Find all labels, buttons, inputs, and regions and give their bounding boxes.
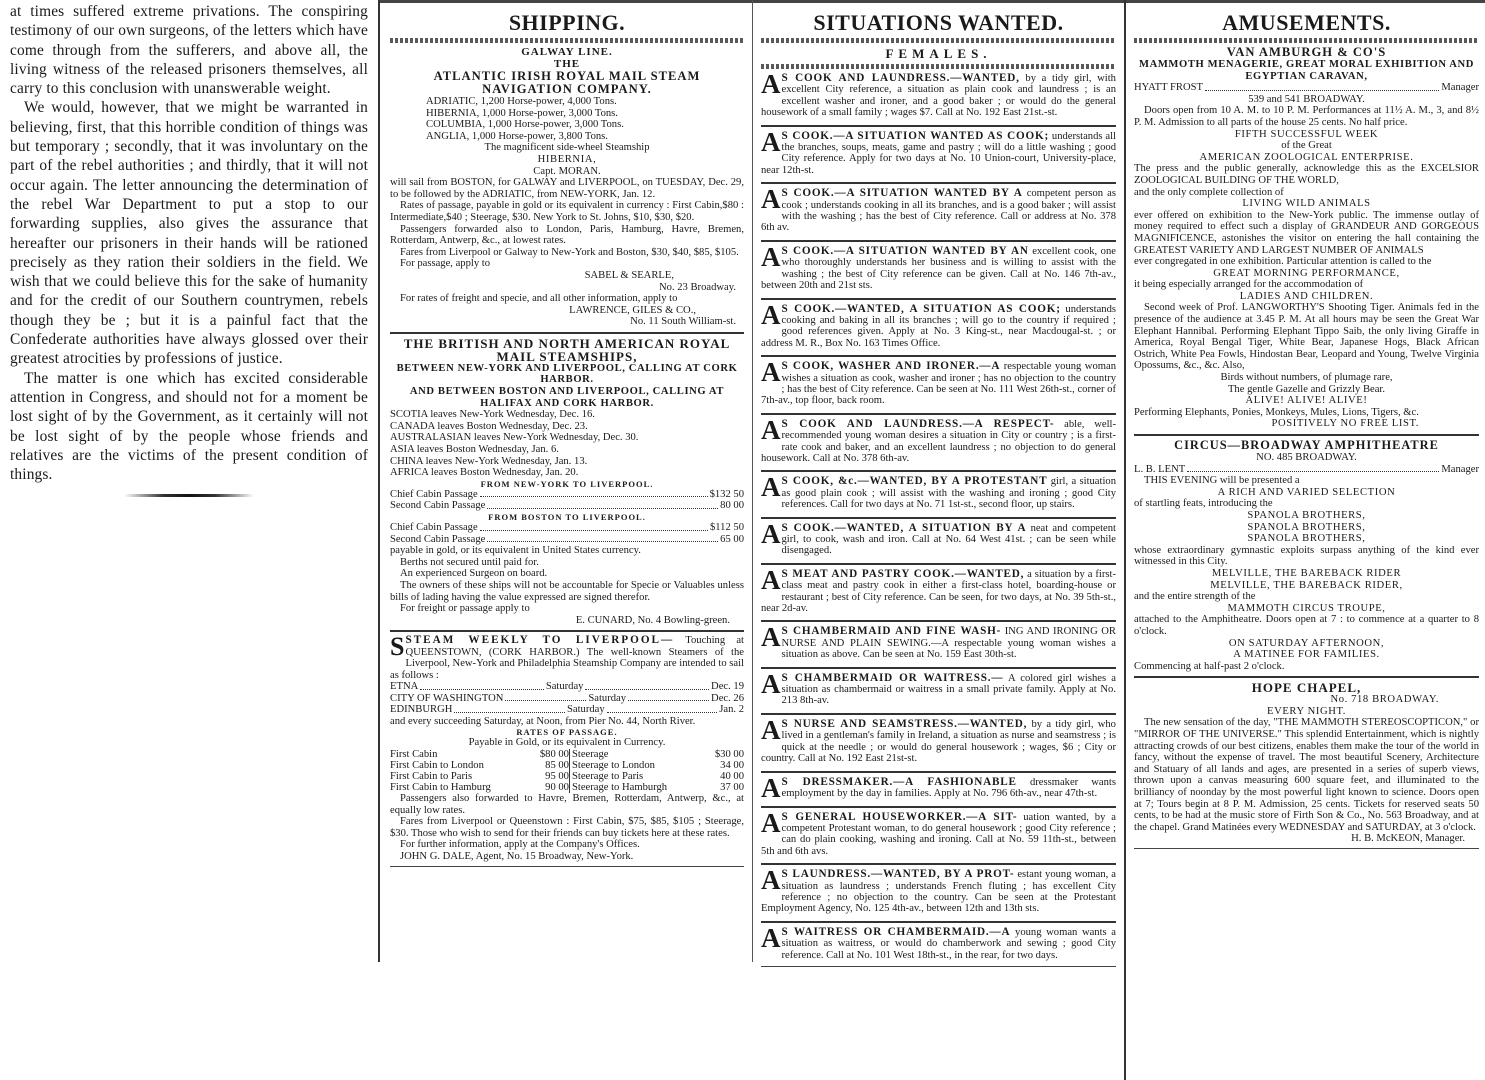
amusements-column (1128, 0, 1485, 852)
manager-label: Manager (1441, 463, 1479, 475)
ad-heading: CIRCUS—BROADWAY AMPHITHEATRE (1174, 438, 1439, 452)
classified-ad: A S CHAMBERMAID OR WAITRESS.— A colored girl wishes a situation as chambermaid or waitress in a small private family. Apply at No. 213 8th-av. (761, 668, 1116, 707)
editorial-paragraph: at times suffered extreme privations. The conspiring testimony of our own surgeons, of the letters which have come through from the sufferers, and above all, the living witness of the released prisoners themselves, all carry to this conclusion with unanswerable weight. (10, 3, 368, 98)
ad-text: The new sensation of the day, "THE MAMMOTH STEREOSCOPTICON," or "MIRROR OF THE UNIVERSE." This splendid Entertainment, which is nightly attracting crowds of our best citizens, enables them make the tour of the world in fancy, without the expense of travel. The most beautiful Scenery, Architecture and Statuary of all lands and ages, are presented in a series of superb views, thrown upon a canvas measuring 600 square feet, and illuminated to the brilliancy of noonday by the most powerful light known to science. Doors open at 7; Tours begin at 8 P. M. Admission, 25 cents. Tickets for reserved seats 50 cents, to be had at the music store of Firth Son & Co., No. 563 Broadway, and at the chapel. Grand Matinées every WEDNESDAY and SATURDAY, at 3 o'clock. (1134, 717, 1479, 833)
ad-text: For passage, apply to (400, 258, 491, 270)
ad-divider (390, 866, 744, 867)
ad-highlight: MAMMOTH CIRCUS TROUPE, (1227, 602, 1386, 614)
ad-divider (761, 713, 1116, 715)
ad-heading: S COOK AND LAUNDRESS.—WANTED, (781, 72, 1020, 84)
ad-text: a situation by a first-class meat and pastry cook in either a first-class hotel, boarding-house or restaurant ; best of City reference. Can be seen, for two days, at No. 39 5th-st., near 2d-av. (761, 568, 1116, 615)
ad-divider (761, 182, 1116, 184)
ad-text: An experienced Surgeon on board. (400, 568, 548, 580)
ad-text: young woman wants a situation as waitress, or would do chamberwork and sewing ; good City reference. Call at No. 101 West 18th-st., in the rear, for two days. (781, 926, 1116, 961)
ad-heading: S COOK, &c.—WANTED, BY A PROTESTANT (781, 475, 1048, 488)
ad-text: respectable young woman wishes a situation as cook, washer and ironer ; has no objection to the country ; has the best of City reference. Can be seen at No. 111 West 26th-st., corner of 7th-av., top floor, back room. (761, 361, 1116, 407)
ad-text: The owners of these ships will not be accountable for Specie or Valuables unless bills of lading having the value expressed are signed therefor. (390, 579, 744, 603)
situations-column (755, 0, 1126, 1080)
ad-heading: VAN AMBURGH & CO'S (1226, 45, 1387, 59)
ad-heading: S CHAMBERMAID AND FINE WASH- (781, 625, 1002, 638)
manager-row (1134, 82, 1479, 94)
rates-heading: RATES OF PASSAGE. (516, 727, 618, 738)
ornamental-divider (124, 494, 254, 497)
section-title-shipping: SHIPPING. (508, 10, 626, 35)
performer: MELVILLE, THE BAREBACK RIDER (1211, 567, 1402, 579)
ad-divider (390, 630, 744, 632)
ad-text: and the entire strength of the (1134, 591, 1256, 603)
ad-text: Birds without numbers, of plumage rare, (1220, 372, 1393, 384)
ad-text: and the only complete collection of (1134, 186, 1284, 198)
ad-highlight: LIVING WILD ANIMALS (1242, 198, 1371, 210)
departure-item: AUSTRALASIAN leaves New-York Wednesday, Dec. 30. (390, 432, 639, 444)
ad-text: Passengers forwarded also to London, Paris, Hamburg, Havre, Bremen, Rotterdam, Antwerp, &c., at lowest rates. (390, 223, 744, 247)
company-name: ATLANTIC IRISH ROYAL MAIL STEAM NAVIGATION COMPANY. (433, 69, 701, 96)
ad-text: payable in gold, or its equivalent in United States currency. (390, 545, 641, 557)
fare-label: Chief Cabin Passage (390, 488, 478, 500)
ad-heading: S COOK.—WANTED, A SITUATION BY A (781, 521, 1027, 534)
shipping-column (378, 0, 753, 962)
fare-label: Second Cabin Passage (390, 500, 486, 512)
ad-text: it being especially arranged for the accommodation of (1134, 279, 1364, 291)
classified-ad: A S LAUNDRESS.—WANTED, BY A PROT- estant young woman, a situation as laundress ; understands French fluting ; has excellent City reference ; no objection to the country. Can be seen at the Protestant Employment Agency, No. 125 4th-av., between 12th and 13th sts. (761, 865, 1116, 915)
classified-ad: A S WAITRESS OR CHAMBERMAID.—A young woman wants a situation as waitress, or would do chamberwork and sewing ; good City reference. Call at No. 101 West 18th-st., in the rear, for two days. (761, 922, 1116, 961)
ad-text: whose extraordinary gymnastic exploits surpass anything of the kind ever witnessed in this City. (1134, 544, 1479, 568)
ad-heading: HOPE CHAPEL, (1251, 680, 1362, 696)
ad-divider (761, 413, 1116, 415)
ad-heading: THE (553, 58, 581, 70)
ad-heading: S MEAT AND PASTRY COOK.—WANTED, (781, 567, 1025, 580)
ad-heading: S COOK AND LAUNDRESS.—A RESPECT- (781, 417, 1055, 430)
ship-item: ANGLIA, 1,000 Horse-power, 3,800 Tons. (426, 130, 608, 142)
ad-divider (761, 863, 1116, 865)
agent-name: SABEL & SEARLE, (584, 269, 674, 281)
section-title-situations: SITUATIONS WANTED. (813, 10, 1064, 35)
departure-item: SCOTIA leaves New-York Wednesday, Dec. 16. (390, 409, 595, 421)
ad-text: attached to the Amphitheatre. Doors open at 7 : to commence at a quarter to 8 o'clock. (1134, 614, 1479, 637)
ship-item: ADRIATIC, 1,200 Horse-power, 4,000 Tons. (426, 96, 617, 107)
ad-text: For further information, apply at the Company's Offices. (400, 839, 640, 851)
fare-price: $112 50 (709, 522, 744, 533)
ad-heading: S WAITRESS OR CHAMBERMAID.—A (781, 925, 1011, 938)
editorial-column (0, 0, 376, 497)
ship-name: EDINBURGH (390, 704, 453, 716)
classified-ad: A S COOK AND LAUNDRESS.—WANTED, by a tidy girl, with excellent City reference, a situation as plain cook and laundress ; is an excellent washer and ironer, and a good baker ; or would do the general housework of a small family ; wages $7. Call at No. 192 East 21st.-st. (761, 69, 1116, 119)
ad-text: Doors open from 10 A. M. to 10 P. M. Performances at 11½ A. M., 3, and 8½ P. M. Admission to all parts of the house 25 cents. No half price. (1134, 105, 1479, 128)
rates-table (390, 749, 744, 793)
circus-ad (1134, 439, 1479, 672)
ad-heading: S DRESSMAKER.—A FASHIONABLE (781, 775, 1017, 788)
ad-text: For freight or passage apply to (400, 603, 530, 615)
ad-text: estant young woman, a situation as laundress ; understands French fluting ; has excellent City reference ; no objection to the country. Can be seen at the Protestant Employment Agency, No. 125 4th-av., between 12th and 13th sts. (761, 869, 1116, 915)
editorial-paragraph: We would, however, that we might be warranted in believing, first, that this horrible condition of things was but temporary ; secondly, that it was involuntary on the part of the rebel authorities ; and thirdly, that it will not occur again. The letter announcing the determination of the rebel War Department to put a stop to our forwarding supplies, also gives the assurance that hereafter our prisoners in their hands will be rationed precisely as they ration their soldiers in the field. We wish that we could believe this for the sake of humanity and for the credit of our Southern countrymen, rebels though they be ; but it is a painful fact that the Confederate authorities have always glossed over their greatest atrocities by professions of justice. (10, 99, 368, 368)
departure-item: CHINA leaves New-York Wednesday, Jan. 13. (390, 455, 588, 467)
ad-divider (761, 240, 1116, 242)
ad-divider (761, 921, 1116, 923)
classified-ad: A S COOK.—WANTED, A SITUATION AS COOK; understands cooking and baking in all its branches ; will go to the country if required ; good references given. Apply at No. 3 King-st., near Macdougal-st. ; or address M. R., Box No. 163 Times Office. (761, 299, 1116, 349)
ad-heading: S COOK.—A SITUATION WANTED BY A (781, 187, 1023, 200)
ad-text: ever congregated in one exhibition. Particular attention is called to the (1134, 256, 1432, 268)
galway-line-ad (390, 46, 744, 328)
classified-ad: A S GENERAL HOUSEWORKER.—A SIT- uation wanted, by a competent Protestant woman, to do general housework ; good City reference ; can do plain cooking, washing and ironing. Call at No. 59 11th-st., between 5th and 6th avs. (761, 807, 1116, 857)
agent-name: JOHN G. DALE, Agent, No. 15 Broadway, New-York. (400, 850, 634, 862)
ad-text: understands cooking and baking in all its branches ; will go to the country if required ; good references given. Apply at No. 3 King-st., near Macdougal-st. ; or address M. R., Box No. 163 Times Office. (761, 303, 1116, 349)
ad-text: Fares from Liverpool or Queenstown : First Cabin, $75, $85, $105 ; Steerage, $30. Those who wish to send for their friends can buy tickets here at these rates. (390, 816, 744, 839)
fare-row (390, 489, 744, 501)
classified-ad: A S DRESSMAKER.—A FASHIONABLE dressmaker wants employment by the day in families. Apply at No. 796 6th-av., near 47th-st. (761, 772, 1116, 803)
ad-text: dressmaker wants employment by the day in families. Apply at No. 796 6th-av., near 47th-st. (781, 776, 1116, 799)
fare-price: $132 50 (709, 488, 744, 500)
ship-list (390, 96, 744, 142)
departure-list (390, 409, 744, 479)
menagerie-ad (1134, 46, 1479, 430)
classified-ad: A S COOK.—A SITUATION WANTED BY AN excellent cook, one who thoroughly understands her business and is willing to assist with the washing ; the best of City reference can be given. Call at No. 146 7th-av., between 20th and 21st sts. (761, 241, 1116, 292)
ad-text: ING AND IRONING OR NURSE AND PLAIN SEWING.—A respectable young woman wishes a situation as above. Can be seen at No. 159 East 30th-st. (781, 626, 1116, 661)
sailing-day: Saturday (567, 704, 605, 716)
captain: Capt. MORAN. (533, 165, 601, 177)
ad-divider (1134, 848, 1479, 849)
ad-heading: S COOK.—WANTED, A SITUATION AS COOK; (781, 302, 1061, 315)
rates-row: First Cabin to Paris 95 00 Steerage to Paris 40 00 (390, 770, 744, 782)
wavy-rule (761, 38, 1116, 43)
editorial-paragraph: The matter is one which has excited considerable attention in Congress, and should not for a moment be lost sight of by the Government, as it certainly will not be lost sight of by the people whose friends and relatives are the victims of the present condition of things. (10, 369, 368, 484)
ad-text: of the Great (1281, 140, 1332, 152)
ship-item: COLUMBIA, 1,000 Horse-power, 3,000 Tons. (426, 119, 624, 131)
departure-item: AFRICA leaves Boston Wednesday, Jan. 20. (390, 467, 579, 479)
ad-text: understands all the branches, soups, meats, game and pastry ; will do a little washing ; good City reference. Apply for two days at No. 10 Union-court, University-place, near 12th-st. (761, 130, 1116, 176)
ad-highlight: A RICH AND VARIED SELECTION (1217, 486, 1396, 498)
departure-item: ASIA leaves Boston Wednesday, Jan. 6. (390, 444, 559, 456)
ad-text: and every succeeding Saturday, at Noon, from Pier No. 44, North River. (390, 715, 696, 727)
sailing-row (390, 693, 744, 705)
sailing-day: Saturday (545, 680, 584, 692)
ad-text: Commencing at half-past 2 o'clock. (1134, 660, 1285, 672)
ad-text: excellent cook, one who thoroughly understands her business and is willing to assist with the washing ; the best of City reference can be given. Call at No. 146 7th-av., between 20th and 21st sts. (761, 245, 1116, 292)
manager-label: Manager (1441, 82, 1479, 94)
fare-price: 65 00 (720, 533, 744, 545)
address: No. 718 BROADWAY. (1330, 694, 1439, 706)
ad-text: The magnificent side-wheel Steamship (484, 142, 650, 154)
performer: SPANOLA BROTHERS, (1247, 533, 1366, 545)
ad-highlight: A MATINEE FOR FAMILIES. (1233, 649, 1380, 661)
rates-subheading: Payable in Gold, or its equivalent in Currency. (468, 737, 666, 749)
fare-label: Chief Cabin Passage (390, 522, 478, 533)
ad-heading: S GENERAL HOUSEWORKER.—A SIT- (781, 810, 1018, 823)
ad-text: Rates of passage, payable in gold or its equivalent in currency : First Cabin,$80 : Intermediate,$40 ; Steerage, $30. New York to St. Johns, $10, $30, $20. (390, 200, 744, 223)
hope-chapel-ad (1134, 681, 1479, 845)
ship-name: HIBERNIA, (537, 153, 597, 165)
ad-divider (761, 771, 1116, 773)
ad-divider (761, 667, 1116, 669)
sailing-row (390, 681, 744, 693)
sailing-date: Dec. 26 (711, 692, 744, 704)
ad-highlight: GREAT MORNING PERFORMANCE, (1213, 267, 1400, 279)
ad-text: The press and the public generally, acknowledge this as the EXCELSIOR ZOOLOGICAL BUILDING OF THE WORLD, (1134, 163, 1479, 186)
route: AND BETWEEN BOSTON AND LIVERPOOL, CALLING AT HALIFAX AND CORK HARBOR. (409, 386, 725, 409)
ship-name: CITY OF WASHINGTON (390, 692, 504, 704)
ad-divider (761, 355, 1116, 357)
sailing-row (390, 704, 744, 716)
ad-heading: S LAUNDRESS.—WANTED, BY A PROT- (781, 868, 1015, 881)
ad-text: will sail from BOSTON, for GALWAY and LIVERPOOL, on TUESDAY, Dec. 29, to be followed by the ADRIATIC, from NEW-YORK, Jan. 12. (390, 177, 744, 200)
ad-divider (1134, 434, 1479, 436)
ad-divider (390, 332, 744, 334)
fare-row (390, 534, 744, 546)
ad-text: girl, a situation as good plain cook ; will assist with the washing and ironing ; good City references. Call for two days at No. 71 1st-st., second floor, up stairs. (781, 476, 1116, 511)
ad-text: Touching at QUEENSTOWN, (CORK HARBOR.) The well-known Steamers of the Liverpool, New-York and Philadelphia Steamship Company are intended to sail as follows : (390, 635, 744, 681)
ad-heading: STEAM WEEKLY TO LIVERPOOL— (405, 634, 675, 647)
ad-heading: S COOK.—A SITUATION WANTED BY AN (781, 244, 1029, 257)
ad-divider (761, 966, 1116, 967)
fare-heading: FROM BOSTON TO LIVERPOOL. (488, 512, 646, 522)
performer: SPANOLA BROTHERS, (1247, 509, 1366, 521)
ad-heading: GALWAY LINE. (521, 46, 613, 58)
ad-highlight: AMERICAN ZOOLOGICAL ENTERPRISE. (1199, 151, 1414, 163)
ad-divider (761, 517, 1116, 519)
ad-heading: S NURSE AND SEAMSTRESS.—WANTED, (781, 717, 1028, 730)
classified-ad: A S COOK.—A SITUATION WANTED AS COOK; understands all the branches, soups, meats, game and pastry ; will do a little washing ; good City reference. Apply for two days at No. 10 Union-court, University-place, near 12th-st. (761, 126, 1116, 176)
manager-row (1134, 464, 1479, 476)
ad-text: Passengers also forwarded to Havre, Bremen, Rotterdam, Antwerp, &c., at equally low rates. (390, 792, 744, 816)
manager-name: H. B. McKEON, Manager. (1351, 833, 1465, 845)
rates-row: First Cabin $80 00 Steerage $30 00 (390, 748, 744, 760)
classified-ad: A S COOK, WASHER AND IRONER.—A respectable young woman wishes a situation as cook, washer and ironer ; has no objection to the country ; has the best of City reference. Can be seen at No. 111 West 26th-st., corner of 7th-av., top floor, back room. (761, 357, 1116, 407)
ad-text: The gentle Gazelle and Grizzly Bear. (1227, 383, 1386, 395)
route: BETWEEN NEW-YORK AND LIVERPOOL, CALLING AT CORK HARBOR. (396, 362, 738, 386)
ad-divider (761, 125, 1116, 127)
ad-heading: S COOK.—A SITUATION WANTED AS COOK; (781, 129, 1050, 142)
ad-text: Second week of Prof. LANGWORTHY'S Shooting Tiger. Animals fed in the presence of the audience at 3.45 P. M. At all hours may be seen the Great War Elephant Hannibal. Performing Elephant Tippo Saib, the only living Giraffe in America, Royal Bengal Tiger, White Bear, Japanese Hogs, Black African Ostrich, White Pea Fowls, Hindostan Bear, Leopard and Young, Twelve Virginia Opossums, &c., &c. Also, (1134, 302, 1479, 372)
fare-row (390, 522, 744, 534)
ad-text: by a tidy girl, with excellent City reference, a situation as plain cook and laundress ; is an excellent washer and ironer, and a good baker ; or would do the general housework of a small family ; wages $7. Call at No. 192 East 21st.-st. (761, 73, 1116, 119)
sailing-day: Saturday (588, 692, 627, 704)
fare-heading: FROM NEW-YORK TO LIVERPOOL. (480, 478, 654, 489)
section-title-amusements: AMUSEMENTS. (1222, 10, 1391, 35)
ad-divider (1134, 676, 1479, 678)
ad-highlight: LADIES AND CHILDREN. (1239, 290, 1374, 302)
ad-highlight: ALIVE! ALIVE! ALIVE! (1245, 395, 1368, 407)
ad-highlight: ON SATURDAY AFTERNOON, (1228, 637, 1385, 649)
situations-list (761, 69, 1116, 967)
cunard-ad (390, 337, 744, 626)
ad-divider (761, 806, 1116, 808)
ad-text: ever offered on exhibition to the New-York public. The immense outlay of money required to effect such a display of GRANDEUR AND GORGEOUS MAGNIFICENCE, astonishes the visitor on entering the hall containing the GREATEST VARIETY AND LARGEST NUMBER OF ANIMALS (1134, 209, 1479, 256)
company-name: THE BRITISH AND NORTH AMERICAN ROYAL MAIL STEAMSHIPS, (403, 335, 731, 364)
classified-ad: A S COOK.—WANTED, A SITUATION BY A neat and competent girl, to cook, wash and iron. Call at No. 64 West 41st. ; can be seen while disengaged. (761, 518, 1116, 557)
ad-highlight: POSITIVELY NO FREE LIST. (1271, 418, 1419, 430)
classified-ad: A S MEAT AND PASTRY COOK.—WANTED, a situation by a first-class meat and pastry cook in either a first-class hotel, boarding-house or restaurant ; best of City reference. Can be seen, for two days, at No. 39 5th-st., near 2d-av. (761, 564, 1116, 615)
ad-highlight: FIFTH SUCCESSFUL WEEK (1234, 128, 1379, 140)
fare-price: 80 00 (720, 500, 744, 512)
ad-text: For rates of freight and specie, and all other information, apply to (400, 293, 678, 305)
wavy-rule (761, 64, 1116, 69)
agent-name: E. CUNARD, No. 4 Bowling-green. (575, 614, 730, 626)
ad-heading: S CHAMBERMAID OR WAITRESS.— (781, 671, 1004, 684)
ad-text: Performing Elephants, Ponies, Monkeys, Mules, Lions, Tigers, &c. (1134, 406, 1419, 418)
classified-ad: A S COOK AND LAUNDRESS.—A RESPECT- able, well-recommended young woman desires a situation in City or country ; is a first-rate cook and baker, and an excellent laundress ; no objection to do general housework. Call at No. 378 6th-av. (761, 414, 1116, 464)
wavy-rule (390, 38, 744, 43)
performer: MELVILLE, THE BAREBACK RIDER, (1210, 579, 1403, 591)
sailing-date: Dec. 19 (711, 680, 744, 692)
ad-text: of startling feats, introducing the (1134, 498, 1273, 510)
ad-divider (761, 298, 1116, 300)
classified-ad: A S COOK, &c.—WANTED, BY A PROTESTANT girl, a situation as good plain cook ; will assist with the washing and ironing ; good City references. Call for two days at No. 71 1st-st., second floor, up stairs. (761, 472, 1116, 511)
fare-row (390, 500, 744, 512)
ad-highlight: EVERY NIGHT. (1267, 705, 1346, 717)
ad-divider (761, 563, 1116, 565)
agent-address: No. 11 South William-st. (630, 316, 736, 328)
ad-text: neat and competent girl, to cook, wash and iron. Call at No. 64 West 41st. ; can be seen while disengaged. (781, 522, 1116, 557)
ad-text: A colored girl wishes a situation as chambermaid or waitress in a small private family. Apply at No. 213 8th-av. (781, 672, 1116, 707)
sailing-date: Jan. 2 (719, 704, 744, 716)
ad-divider (761, 470, 1116, 472)
ad-divider (761, 620, 1116, 622)
ad-text: uation wanted, by a competent Protestant woman, to do general housework ; good City reference ; can do plain cooking, washing and ironing. Call at No. 59 11th-st., between 5th and 6th avs. (761, 811, 1116, 857)
ad-text: Berths not secured until paid for. (400, 556, 539, 568)
ad-text: competent person as cook ; understands cooking in all its branches, and is a good baker ; will assist with the washing ; has the best of City reference. Call or address at No. 378 6th av. (761, 188, 1116, 234)
section-subtitle-females: FEMALES. (885, 46, 992, 61)
ad-text: by a tidy girl, who lived in a gentleman's family in Ireland, a situation as nurse and seamstress ; is quick at the needle ; or would do general housework ; wages, $6 ; City or country. Call at No. 192 East 21st-st. (761, 718, 1116, 765)
address: 539 and 541 BROADWAY. (1248, 93, 1365, 105)
performer: SPANOLA BROTHERS, (1247, 521, 1366, 533)
rates-row: First Cabin to London 85 00 Steerage to London 34 00 (390, 759, 744, 771)
manager-name: L. B. LENT (1134, 463, 1186, 475)
agent-name: LAWRENCE, GILES & CO., (569, 304, 696, 316)
classified-ad: A S NURSE AND SEAMSTRESS.—WANTED, by a tidy girl, who lived in a gentleman's family in Ireland, a situation as nurse and seamstress ; is quick at the needle ; or would do general housework ; wages, $6 ; City or country. Call at No. 192 East 21st-st. (761, 714, 1116, 765)
agent-address: No. 23 Broadway. (659, 281, 736, 293)
wavy-rule (1134, 38, 1479, 43)
departure-item: CANADA leaves Boston Wednesday, Dec. 23. (390, 420, 588, 432)
ad-text: THIS EVENING will be presented a (1144, 475, 1300, 487)
classified-ad: A S CHAMBERMAID AND FINE WASH- ING AND IRONING OR NURSE AND PLAIN SEWING.—A respectable young woman wishes a situation as above. Can be seen at No. 159 East 30th-st. (761, 622, 1116, 661)
rates-row: First Cabin to Hamburg 90 00 Steerage to Hamburgh 37 00 (390, 781, 744, 793)
fare-label: Second Cabin Passage (390, 533, 486, 545)
ship-name: ETNA (390, 680, 419, 692)
address: NO. 485 BROADWAY. (1256, 452, 1357, 463)
ad-heading: S COOK, WASHER AND IRONER.—A (781, 360, 1001, 373)
ad-text: able, well-recommended young woman desires a situation in City or country ; is a first-rate cook and baker, and an excellent laundress ; no objection to do general housework. Call at No. 378 6th-av. (761, 418, 1116, 464)
ship-item: HIBERNIA, 1,000 Horse-power, 3,000 Tons. (426, 107, 618, 119)
ad-subheading: MAMMOTH MENAGERIE, GREAT MORAL EXHIBITION AND EGYPTIAN CARAVAN, (1138, 59, 1475, 82)
manager-name: HYATT FROST (1134, 82, 1203, 94)
ad-text: Fares from Liverpool or Galway to New-York and Boston, $30, $40, $85, $105. (400, 246, 739, 258)
inman-line-ad: SSTEAM WEEKLY TO LIVERPOOL— Touching at QUEENSTOWN, (CORK HARBOR.) The well-known Steamers of the Liverpool, New-York and Philadelphia Steamship Company are intended to sail as follows : ETNA Saturday Dec. 19 CITY OF WASHINGTON Saturday Dec. 26 EDINBURGH Saturday Jan. 2 and every succeeding Saturday, at Noon, from Pier No. 44, North River. RATES OF PASSAGE. Payable in Gold, or its equivalent in Currency. First Cabin $80 00 Steerage $30 00 First Cabin to London 85 00 Steerage to London 34 00 First Cabin to Paris 95 00 Steerage to Paris 40 00 First Cabin to Hamburg 90 00 Steerage to Hamburgh 37 00 Passengers also forwarded to Havre, Bremen, Rotterdam, Antwerp, &c., at equally low rates. Fares from Liverpool or Queenstown : First Cabin, $75, $85, $105 ; Steerage, $30. Those who wish to send for their friends can buy tickets here at these rates. For further information, apply at the Company's Offices. JOHN G. DALE, Agent, No. 15 Broadway, New-York. (390, 632, 744, 862)
classified-ad: A S COOK.—A SITUATION WANTED BY A competent person as cook ; understands cooking in all its branches, and is a good baker ; will assist with the washing ; has the best of City reference. Call or address at No. 378 6th av. (761, 184, 1116, 234)
